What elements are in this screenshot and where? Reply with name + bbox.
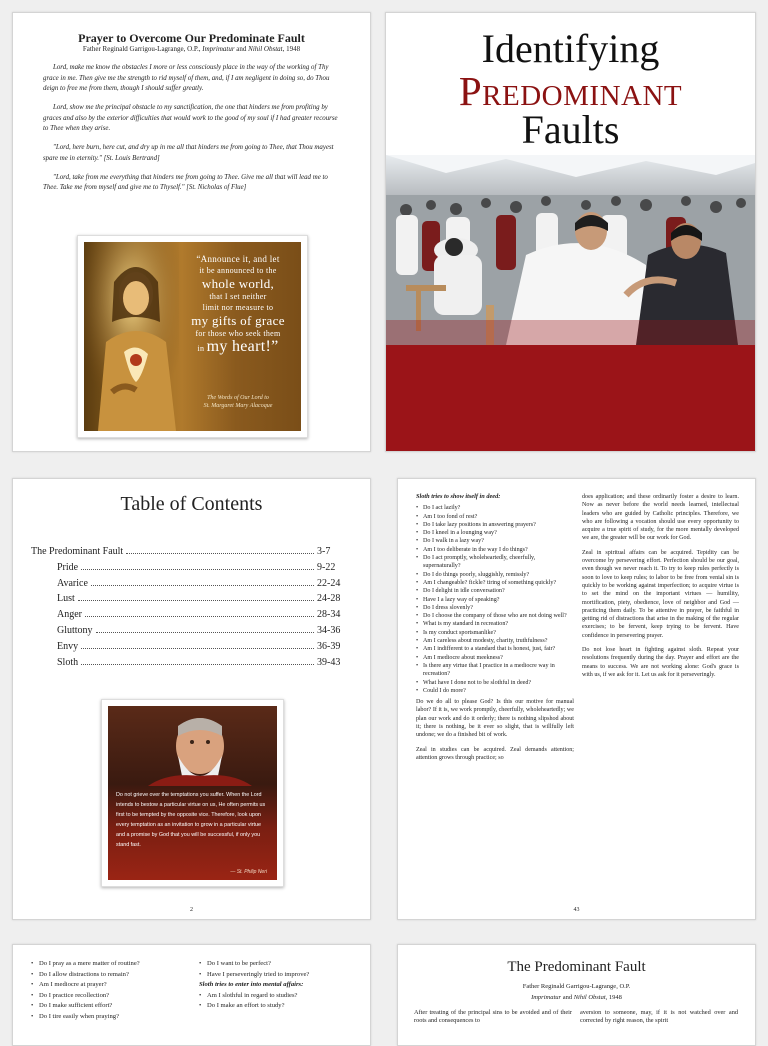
toc-label: The Predominant Fault bbox=[31, 546, 124, 557]
confession-photo bbox=[386, 155, 755, 345]
toc-leader bbox=[81, 664, 314, 665]
quote-line bbox=[178, 339, 298, 354]
toc-page: 28-34 bbox=[317, 609, 341, 621]
toc-page: 36-39 bbox=[317, 640, 341, 652]
list-item: • Am I mediocre at prayer? bbox=[31, 980, 191, 991]
sloth-right-column bbox=[582, 493, 739, 685]
cover-title-identifying: Identifying bbox=[481, 26, 660, 71]
quote-my-heart: my heart!” bbox=[206, 338, 279, 355]
list-item: • Is there any virtue that I practice in a mediocre way in recreation? bbox=[416, 662, 574, 679]
list-item: • Am I indifferent to a standard that is honest, just, fair? bbox=[416, 645, 574, 653]
toc-list bbox=[31, 546, 343, 672]
toc-label: Envy bbox=[57, 640, 79, 652]
quote-line: “Announce it, and let bbox=[196, 254, 280, 264]
quote-in: in bbox=[197, 344, 207, 353]
list-item: • Am I changeable? fickle? tiring of something quickly? bbox=[416, 579, 574, 587]
sacred-heart-card bbox=[77, 235, 308, 438]
body-paragraph: Do not lose heart in fighting against sloth. Repeat your resolutions frequently during the day. Prayer and effort are the means to success. We are not working alone: God's grace is with us, if we ask for it. Let us ask for it perseveringly. bbox=[582, 647, 739, 678]
sloth-left-column bbox=[416, 493, 574, 768]
nihil-obstat-text: Nihil Obstat bbox=[573, 994, 606, 1001]
body-paragraph: does application; and these ordinarily foster a desire to learn. Now as never before the world needs learned, intellectual leaders who are guided by Catholic principles. Therefore, we who are following a vocation should use every opportunity to acquire a true spirit of study, for the more mentally developed we are, the greater will be our work for God. bbox=[582, 494, 739, 542]
right-question-column bbox=[199, 959, 359, 1012]
toc-page: 9-22 bbox=[317, 561, 336, 573]
toc-entry[interactable] bbox=[31, 609, 343, 625]
byline-nihil-obstat: Nihil Obstat bbox=[248, 45, 283, 53]
byline-and: and bbox=[234, 45, 249, 53]
list-item: • Do I take lazy positions in answering prayers? bbox=[416, 521, 574, 529]
chapter-byline: Father Reginald Garrigou-Lagrange, O.P. bbox=[522, 983, 631, 990]
table-of-contents-page bbox=[12, 478, 371, 920]
st-philip-neri-quote: Do not grieve over the temptations you suffer. When the Lord intends to bestow a particular virtue on us, He often permits us first to be tempted by the opposite vice. Therefore, look upon every temptation as an invitation to grow in a particular virtue and a promise by God that you will be successful, if only you stand fast. bbox=[116, 792, 266, 848]
predominant-fault-page bbox=[397, 944, 756, 1046]
mental-affairs-heading: Sloth tries to enter into mental affairs: bbox=[199, 981, 304, 988]
list-item: • Do I allow distractions to remain? bbox=[31, 970, 191, 981]
toc-entry[interactable] bbox=[31, 578, 343, 594]
byline-year: , 1948 bbox=[282, 45, 301, 53]
toc-label: Lust bbox=[57, 593, 75, 605]
quote-line: whole world, bbox=[201, 276, 275, 291]
list-item: • Is my conduct sportsmanlike? bbox=[416, 629, 574, 637]
st-philip-neri-card bbox=[101, 699, 284, 887]
sacred-heart-attribution bbox=[178, 394, 298, 410]
list-item: • Do I make sufficient effort? bbox=[31, 1001, 191, 1012]
st-philip-neri-image bbox=[108, 706, 277, 880]
body-paragraph: Zeal in spiritual affairs can be acquired. Tepidity can be overcome by persevering effort. Perfection should be our goal, even though we never reach it. To try to keep rules perfectly is soon to love to keep rules; to labor to be free from venial sin is quickly to be working against imperfection; to acquire virtue is to set the mind on the important virtues — humility, mortification, piety, obedience, love of neighbor and God — practicing them daily. To be attentive in prayer, be faithful in getting rid of distractions that arise in the making of the regular exercises; to be fervent, keep trying to be fervent. Have confidence in persevering prayer. bbox=[582, 549, 739, 639]
toc-entry[interactable] bbox=[31, 593, 343, 609]
question-list bbox=[199, 991, 359, 1012]
toc-entry[interactable] bbox=[31, 641, 343, 657]
toc-label: Pride bbox=[57, 561, 79, 573]
toc-page: 3-7 bbox=[317, 546, 331, 557]
cover-predominant-text: Predominant bbox=[458, 68, 683, 114]
list-item: • Do I practice recollection? bbox=[31, 991, 191, 1002]
toc-label: Anger bbox=[57, 609, 82, 621]
prayer-paragraph: Lord, make me know the obstacles I more or less consciously place in the way of the working of Thy grace in me. Then give me the strength to rid myself of them, and, if I am negligent in doing so, do Thou deign to free me from them, though I should suffer greatly. bbox=[43, 64, 330, 92]
page-number: 2 bbox=[190, 907, 193, 913]
attribution-line: St. Margaret Mary Alacoque bbox=[203, 403, 273, 409]
cover-page bbox=[385, 12, 756, 452]
prayer-byline bbox=[13, 45, 370, 53]
list-item: • Am I too deliberate in the way I do things? bbox=[416, 546, 574, 554]
sloth-deed-heading: Sloth tries to show itself in deed: bbox=[416, 493, 501, 500]
toc-page: 22-24 bbox=[317, 577, 341, 589]
quote-line: for those who seek them bbox=[195, 329, 281, 338]
list-item: • Do I act lazily? bbox=[416, 504, 574, 512]
list-item: • Do I choose the company of those who are not doing well? bbox=[416, 612, 574, 620]
sacred-heart-image bbox=[84, 242, 301, 431]
toc-leader bbox=[126, 553, 314, 554]
quote-line: limit nor measure to bbox=[202, 303, 274, 312]
question-list bbox=[31, 959, 191, 1022]
imprimatur-text: Imprimatur bbox=[531, 994, 562, 1001]
left-question-column bbox=[31, 959, 191, 1022]
list-item: • Do I kneel in a lounging way? bbox=[416, 529, 574, 537]
prayer-title: Prayer to Overcome Our Predominate Fault bbox=[78, 31, 305, 45]
list-item: • Do I walk in a lazy way? bbox=[416, 537, 574, 545]
sloth-questions-page bbox=[12, 944, 371, 1046]
page-number: 43 bbox=[573, 907, 580, 913]
cover-red-band bbox=[386, 345, 755, 451]
quote-line: it be announced to the bbox=[199, 266, 277, 275]
chapter-body-left: After treating of the principal sins to be avoided and of their roots and consequences to bbox=[414, 1009, 572, 1024]
toc-entry[interactable] bbox=[31, 657, 343, 673]
list-item: • Am I mediocre about meekness? bbox=[416, 654, 574, 662]
chapter-body-right: aversion to someone, may, if it is not watched over and corrected by right reason, the spirit bbox=[580, 1009, 738, 1024]
toc-label: Sloth bbox=[57, 656, 79, 668]
question-list bbox=[199, 959, 359, 980]
toc-entry[interactable] bbox=[31, 546, 343, 562]
toc-page: 24-28 bbox=[317, 593, 341, 605]
list-item: • Do I make an effort to study? bbox=[199, 1001, 359, 1012]
toc-page: 39-43 bbox=[317, 656, 341, 668]
list-item: • Do I want to be perfect? bbox=[199, 959, 359, 970]
list-item: • Have I a lazy way of speaking? bbox=[416, 596, 574, 604]
toc-label: Gluttony bbox=[57, 624, 93, 636]
list-item: • Am I slothful in regard to studies? bbox=[199, 991, 359, 1002]
cover-title-faults: Faults bbox=[521, 107, 620, 152]
list-item: • Do I delight in idle conversation? bbox=[416, 587, 574, 595]
list-item: • Do I dress slovenly? bbox=[416, 604, 574, 612]
chapter-title: The Predominant Fault bbox=[507, 959, 646, 975]
toc-leader bbox=[81, 648, 314, 649]
sacred-heart-figure bbox=[84, 242, 179, 431]
toc-title: Table of Contents bbox=[120, 493, 263, 515]
st-philip-neri-portrait bbox=[108, 706, 277, 786]
confession-scene bbox=[386, 155, 755, 345]
byline-imprimatur: Imprimatur bbox=[202, 45, 235, 53]
list-item: • Am I careless about modesty, charity, truthfulness? bbox=[416, 637, 574, 645]
sloth-question-list bbox=[416, 504, 574, 695]
byline-author: Father Reginald Garrigou-Lagrange, O.P., bbox=[82, 45, 203, 53]
st-philip-neri-attribution: — St. Philip Neri bbox=[230, 869, 267, 875]
toc-page: 34-36 bbox=[317, 624, 341, 636]
list-item: • Do I tire easily when praying? bbox=[31, 1012, 191, 1023]
prayer-page bbox=[12, 12, 371, 452]
prayer-paragraph: Lord, show me the principal obstacle to my sanctification, the one that hinders me from profiting by graces and also by the exterior difficulties that would work to the good of my soul if I had greater recourse to Thee when they arise. bbox=[43, 104, 338, 132]
list-item: • Could I do more? bbox=[416, 687, 574, 695]
list-item: • Am I too fond of rest? bbox=[416, 513, 574, 521]
list-item: • Do I do things poorly, sluggishly, remissly? bbox=[416, 571, 574, 579]
toc-leader bbox=[78, 600, 314, 601]
toc-entry[interactable] bbox=[31, 562, 343, 578]
toc-leader bbox=[81, 569, 314, 570]
prayer-paragraph: "Lord, here burn, here cut, and dry up in me all that hinders me from going to Thee, that Thou mayest spare me in eternity." [St. Louis Bertrand] bbox=[43, 144, 334, 162]
body-paragraph: Do we do all to please God? Is this our motive for manual labor? If it is, we work promptly, cheerfully, wholeheartedly; we plan our work and do it orderly; there is nothing slipshod about it; there is nothing, be it ever so slight, that is willfully left undone; we do a finished bit of work. bbox=[416, 699, 574, 739]
toc-entry[interactable] bbox=[31, 625, 343, 641]
list-item: • What is my standard in recreation? bbox=[416, 620, 574, 628]
prayer-paragraph: "Lord, take from me everything that hinders me from going to Thee. Give me all that will lead me to Thee. Take me from myself and give me to Thyself." [St. Nicholas of Flue] bbox=[43, 173, 328, 191]
sloth-page bbox=[397, 478, 756, 920]
quote-line: that I set neither bbox=[209, 292, 267, 301]
toc-leader bbox=[91, 585, 314, 586]
list-item: • What have I done not to be slothful in deed? bbox=[416, 679, 574, 687]
body-paragraph: Zeal in studies can be acquired. Zeal demands attention; attention grows through practice; so bbox=[416, 746, 574, 761]
quote-line: my gifts of grace bbox=[191, 313, 285, 328]
list-item: • Do I pray as a mere matter of routine? bbox=[31, 959, 191, 970]
prayer-text bbox=[43, 63, 342, 202]
attribution-line: The Words of Our Lord to bbox=[207, 395, 269, 401]
year-text: , 1948 bbox=[605, 994, 622, 1001]
toc-leader bbox=[85, 616, 314, 617]
list-item: • Have I perseveringly tried to improve? bbox=[199, 970, 359, 981]
toc-label: Avarice bbox=[57, 577, 88, 589]
toc-leader bbox=[96, 632, 314, 633]
list-item: • Do I act promptly, wholeheartedly, cheerfully, supernaturally? bbox=[416, 554, 574, 571]
chapter-imprimatur bbox=[398, 994, 755, 1001]
sacred-heart-quote bbox=[178, 254, 298, 354]
and-text: and bbox=[561, 994, 574, 1001]
